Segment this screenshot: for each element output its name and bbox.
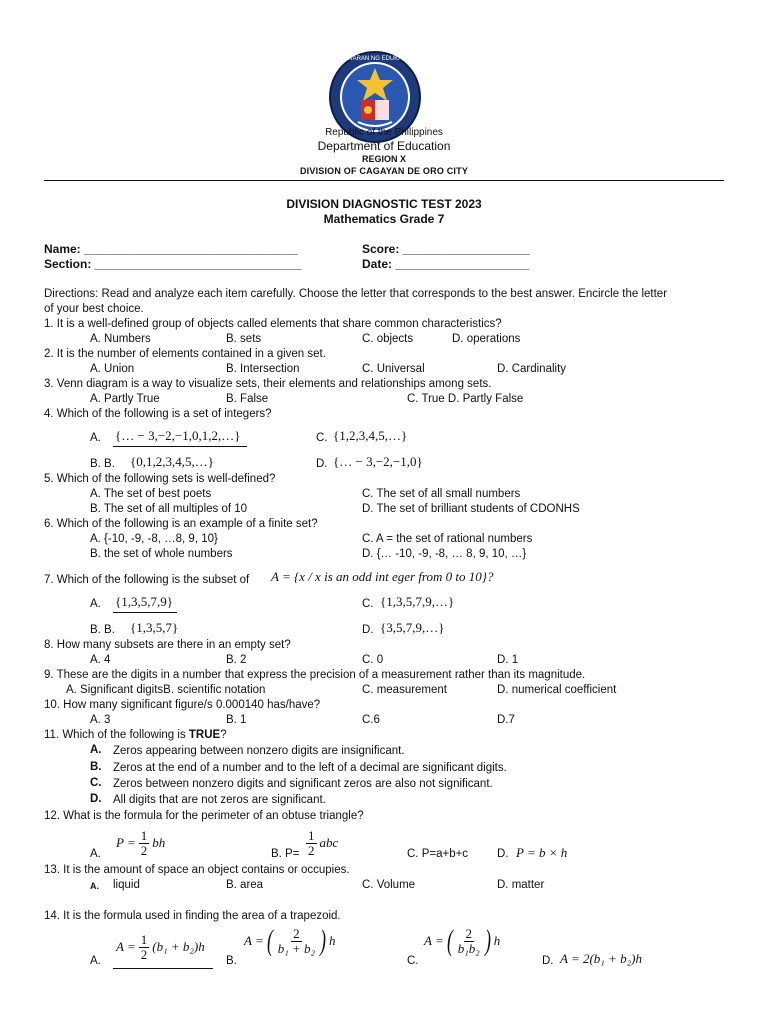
q6-option-b[interactable]: B. the set of whole numbers (90, 548, 233, 560)
q4-answer-underline (113, 446, 247, 447)
q7-set-definition: A = {x / x is an odd int eger from 0 to 10}? (271, 569, 494, 584)
q5-option-d[interactable]: D. The set of brilliant students of CDONHS (362, 503, 580, 515)
q14-text: 14. It is the formula used in finding the area of a trapezoid. (44, 910, 341, 922)
q14-option-d-label[interactable]: D. (542, 955, 554, 967)
q7-option-c[interactable]: {1,3,5,7,9,…} (380, 594, 455, 609)
division-line: DIVISION OF CAGAYAN DE ORO CITY (299, 166, 469, 176)
q11-text-start: 11. Which of the following is (44, 729, 189, 741)
q4-option-a[interactable]: {… − 3,−2,−1,0,1,2,…} (115, 428, 241, 443)
date-field[interactable]: Date: ____________________ (362, 257, 529, 271)
q7-text: 7. Which of the following is the subset of (44, 574, 250, 586)
q14-c-den: b₁b₂ (457, 940, 480, 956)
q14-option-b-formula[interactable] (244, 926, 336, 956)
q12-b-rhs: abc (319, 835, 339, 851)
q14-b-fraction (276, 927, 317, 955)
q7-option-c-label[interactable]: C. (362, 598, 374, 610)
q11-option-c[interactable]: Zeros between nonzero digits and significant zeros are also not significant. (113, 778, 493, 790)
q12-option-a-formula[interactable] (116, 829, 165, 857)
q13-option-a[interactable]: liquid (113, 879, 140, 891)
q11-text (44, 729, 227, 741)
q11-text-end: ? (220, 729, 227, 741)
q11-option-b-label[interactable]: B. (90, 761, 102, 773)
q4-option-d[interactable]: {… − 3,−2,−1,0} (333, 454, 423, 469)
q9-text: 9. These are the digits in a number that express the precision of a measurement rather than its magnitude. (44, 669, 586, 681)
q12-text: 12. What is the formula for the perimeter of an obtuse triangle? (44, 810, 364, 822)
q14-b-left-paren: ( (266, 924, 273, 957)
q6-option-a[interactable]: A. {-10, -9, -8, …8, 9, 10} (90, 533, 218, 545)
q8-option-b[interactable]: B. 2 (226, 654, 247, 666)
q10-option-d[interactable]: D.7 (497, 714, 515, 726)
q14-b-right-paren: ) (320, 924, 327, 957)
q12-b-den: 2 (308, 842, 315, 858)
q11-text-bold: TRUE (188, 729, 221, 741)
svg-text:KAGAWARAN NG EDUKASYON: KAGAWARAN NG EDUKASYON (330, 56, 420, 62)
q14-answer-underline (113, 968, 213, 969)
q8-text: 8. How many subsets are there in an empty set? (44, 639, 291, 651)
q2-option-b[interactable]: B. Intersection (226, 363, 300, 375)
q9-option-c[interactable]: C. measurement (362, 684, 448, 696)
q2-option-d[interactable]: D. Cardinality (497, 363, 567, 375)
q10-option-a[interactable]: A. 3 (90, 714, 111, 726)
q10-text: 10. How many significant figure/s 0.000140 has/have? (44, 699, 321, 711)
q14-a-lhs: A = (116, 939, 136, 955)
q14-c-lhs: A = (424, 933, 444, 948)
republic-line: Republic of the Philippines (325, 127, 443, 138)
header-divider (44, 180, 724, 181)
q1-option-a[interactable]: A. Numbers (90, 333, 151, 345)
q14-option-c-label[interactable]: C. (407, 955, 419, 967)
q11-option-a[interactable]: Zeros appearing between nonzero digits are insignificant. (113, 745, 405, 757)
department-line: Department of Education (317, 139, 451, 153)
q7-option-d-label[interactable]: D. (362, 624, 374, 636)
q3-text: 3. Venn diagram is a way to visualize sets, their elements and relationships among sets. (44, 378, 492, 390)
q13-option-c[interactable]: C. Volume (362, 879, 416, 891)
q5-text: 5. Which of the following sets is well-defined? (44, 473, 276, 485)
q10-option-c[interactable]: C.6 (362, 714, 380, 726)
q12-b-num: 1 (308, 828, 315, 843)
q14-a-num: 1 (140, 932, 148, 947)
q11-option-b[interactable]: Zeros at the end of a number and to the left of a decimal are significant digits. (113, 762, 507, 774)
q12-option-d[interactable]: P = b × h (516, 845, 568, 860)
q7-option-a[interactable]: {1,3,5,7,9} (115, 594, 173, 609)
q9-option-d[interactable]: D. numerical coefficient (497, 684, 617, 696)
q12-option-a-label[interactable]: A. (90, 848, 101, 860)
q12-a-lhs: P = (116, 835, 136, 851)
q7-option-a-label[interactable]: A. (90, 598, 101, 610)
q3-option-a[interactable]: A. Partly True (90, 393, 160, 405)
q13-text: 13. It is the amount of space an object contains or occupies. (44, 864, 350, 876)
q12-option-c[interactable]: C. P=a+b+c (407, 848, 469, 860)
q5-option-c[interactable]: C. The set of all small numbers (362, 488, 521, 500)
q7-answer-underline (113, 612, 177, 613)
q3-option-cd[interactable]: C. True D. Partly False (407, 393, 524, 405)
q4-option-c-label[interactable]: C. (316, 432, 328, 444)
q14-c-rhs: h (493, 933, 501, 948)
q14-option-c-formula[interactable] (424, 926, 500, 956)
section-field[interactable]: Section: _______________________________ (44, 257, 302, 271)
q5-option-b[interactable]: B. The set of all multiples of 10 (90, 503, 248, 515)
q4-option-b[interactable]: {0,1,2,3,4,5,…} (130, 454, 214, 469)
q13-option-d[interactable]: D. matter (497, 879, 545, 891)
q9-option-ab[interactable]: A. Significant digitsB. scientific notation (66, 684, 266, 696)
q14-b-num: 2 (293, 925, 300, 941)
q6-option-d[interactable]: D. {… -10, -9, -8, … 8, 9, 10, …} (362, 548, 527, 560)
q14-c-left-paren: ( (446, 924, 453, 957)
q14-c-num: 2 (465, 925, 472, 941)
q12-a-rhs: bh (152, 835, 166, 851)
q8-option-c[interactable]: C. 0 (362, 654, 384, 666)
q4-option-b-label[interactable]: B. B. (90, 458, 115, 470)
q11-option-c-label[interactable]: C. (90, 777, 102, 789)
q14-a-den: 2 (140, 946, 148, 962)
q4-option-a-label[interactable]: A. (90, 432, 101, 444)
q11-option-a-label[interactable]: A. (90, 744, 102, 756)
q5-option-a[interactable]: A. The set of best poets (90, 488, 212, 500)
q3-option-b[interactable]: B. False (226, 393, 269, 405)
q12-a-den: 2 (140, 842, 148, 858)
q12-b-fraction (306, 829, 317, 857)
q14-c-fraction (456, 927, 482, 955)
q14-b-rhs: h (329, 933, 336, 948)
q12-a-num: 1 (140, 828, 148, 843)
q7-option-d[interactable]: {3,5,7,9,…} (380, 620, 445, 635)
q14-a-fraction (139, 933, 150, 961)
q13-option-b[interactable]: B. area (226, 879, 264, 891)
q12-option-d-label[interactable]: D. (497, 848, 509, 860)
test-title: DIVISION DIAGNOSTIC TEST 2023 (286, 197, 482, 211)
region-line: REGION X (361, 154, 406, 164)
q14-b-den: b₁ + b₂ (277, 940, 316, 956)
q14-option-a-formula[interactable] (116, 933, 205, 961)
q2-option-c[interactable]: C. Universal (362, 363, 425, 375)
q12-a-fraction (139, 829, 150, 857)
q1-option-b[interactable]: B. sets (226, 333, 262, 345)
q4-option-c[interactable]: {1,2,3,4,5,…} (333, 428, 408, 443)
test-subtitle: Mathematics Grade 7 (323, 212, 445, 226)
q14-c-right-paren: ) (484, 924, 491, 957)
q1-option-d[interactable]: D. operations (452, 333, 521, 345)
q10-option-b[interactable]: B. 1 (226, 714, 247, 726)
q4-option-d-label[interactable]: D. (316, 458, 328, 470)
name-field[interactable]: Name: ________________________________ (44, 242, 298, 256)
q12-option-b-label[interactable]: B. P= (271, 848, 300, 860)
q6-option-c[interactable]: C. A = the set of rational numbers (362, 533, 533, 545)
q2-text: 2. It is the number of elements contained in a given set. (44, 348, 326, 360)
score-field[interactable]: Score: ___________________ (362, 242, 530, 256)
q2-option-a[interactable]: A. Union (90, 363, 135, 375)
q13-option-a-label[interactable]: A. (90, 881, 99, 891)
q14-a-rhs: (b₁ + b₂)h (152, 939, 205, 955)
q8-option-d[interactable]: D. 1 (497, 654, 519, 666)
q12-option-b-formula[interactable] (306, 829, 338, 857)
q1-text: 1. It is a well-defined group of objects called elements that share common characteristics? (44, 318, 502, 330)
q14-option-d[interactable]: A = 2(b₁ + b₂)h (560, 951, 642, 966)
q4-text: 4. Which of the following is a set of integers? (44, 408, 272, 420)
q1-option-c[interactable]: C. objects (362, 333, 414, 345)
directions-line-1: Directions: Read and analyze each item carefully. Choose the letter that corresponds to the best answer. Encircle the letter (44, 288, 668, 300)
q7-option-b-label[interactable]: B. B. (90, 624, 115, 636)
q14-option-a-label[interactable]: A. (90, 955, 101, 967)
q11-option-d-label[interactable]: D. (90, 793, 102, 805)
q7-option-b[interactable]: {1,3,5,7} (130, 620, 179, 635)
q14-option-b-label[interactable]: B. (226, 955, 237, 967)
q6-text: 6. Which of the following is an example of a finite set? (44, 518, 318, 530)
directions-line-2: of your best choice. (44, 303, 144, 315)
q8-option-a[interactable]: A. 4 (90, 654, 111, 666)
q11-option-d[interactable]: All digits that are not zeros are significant. (113, 794, 326, 806)
q14-b-lhs: A = (244, 933, 264, 948)
